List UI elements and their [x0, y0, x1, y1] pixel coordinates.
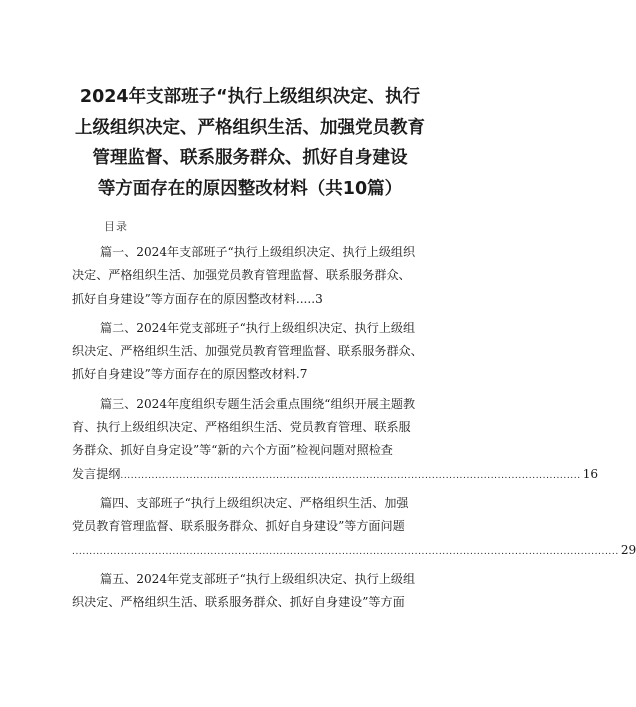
toc-entry-line: 篇一、2024年支部班子“执行上级组织决定、执行上级组织 — [100, 245, 416, 259]
toc-entry-line: 织决定、严格组织生活、加强党员教育管理监督、联系服务群众、 — [72, 344, 423, 359]
toc-entry-3[interactable] — [72, 393, 599, 486]
table-of-contents — [72, 241, 636, 620]
title-line: 2024年支部班子“执行上级组织决定、执行 — [79, 87, 421, 107]
toc-entry-line: 篇三、2024年度组织专题生活会重点围绕“组织开展主题教 — [100, 396, 416, 411]
page-number: 16 — [582, 466, 599, 481]
toc-entry-line: 篇四、支部班子“执行上级组织决定、严格组织生活、加强 — [100, 495, 409, 510]
toc-entry-line: 篇二、2024年党支部班子“执行上级组织决定、执行上级组 — [100, 320, 416, 335]
toc-entry-line: 抓好自身建设”等方面存在的原因整改材料.....3 — [72, 291, 323, 306]
toc-entry-line: 抓好自身建设”等方面存在的原因整改材料.7 — [72, 367, 308, 382]
toc-entry-last-line — [72, 539, 636, 562]
toc-entry-line: 决定、严格组织生活、加强党员教育管理监督、联系服务群众、 — [72, 268, 411, 283]
toc-entry-4[interactable] — [72, 492, 636, 562]
dot-leader: .............................................................................................................................................................. — [72, 546, 619, 557]
title-line: 管理监督、联系服务群众、抓好自身建设 — [92, 148, 408, 168]
page-number: 29 — [620, 542, 636, 557]
toc-entry-2[interactable] — [72, 317, 436, 387]
toc-entry-last-line — [72, 463, 599, 486]
toc-entry-line: 育、执行上级组织决定、严格组织生活、党员教育管理、联系服 — [72, 420, 411, 435]
toc-entry-1[interactable] — [72, 241, 436, 311]
toc-entry-line: 务群众、抓好自身定设”等“新的六个方面”检视问题对照检查 — [72, 443, 393, 458]
title-line: 等方面存在的原因整改材料（共10篇） — [97, 178, 403, 199]
toc-entry-line: 织决定、严格组织生活、联系服务群众、抓好自身建设”等方面 — [72, 595, 405, 610]
document-title — [40, 82, 460, 204]
toc-entry-5[interactable] — [72, 568, 436, 615]
toc-entry-text: 发言提纲 — [72, 466, 121, 481]
toc-entry-line: 篇五、2024年党支部班子“执行上级组织决定、执行上级组 — [100, 571, 416, 586]
toc-heading: 目录 — [104, 220, 128, 233]
toc-entry-line: 党员教育管理监督、联系服务群众、抓好自身建设”等方面问题 — [72, 519, 405, 534]
title-line: 上级组织决定、严格组织生活、加强党员教育 — [75, 117, 425, 138]
dot-leader: ..................................................................................................................................... — [120, 470, 581, 481]
